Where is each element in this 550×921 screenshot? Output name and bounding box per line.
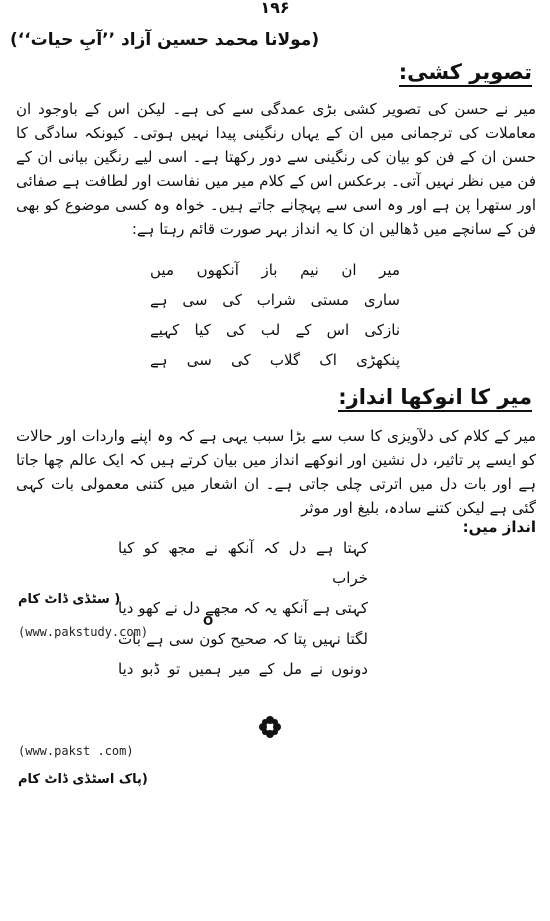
couplet-drowned xyxy=(118,624,368,684)
watermark-urdu: ( سٹڈی ڈاٹ کام xyxy=(18,592,121,607)
watermark-url: (www.pakst .com) xyxy=(18,744,134,758)
verse-line: پنکھڑی اک گلاب کی سی ہے xyxy=(150,351,400,369)
page-number: ۱۹۶ xyxy=(260,0,290,17)
verse-line: کہتی ہے آنکھ یہ کہ مجھے دل نے کھو دیا xyxy=(118,599,368,617)
paragraph-unique-style: میر کے کلام کی دلآویزی کا سب سے بڑا سبب یہی ہے کہ وہ اپنے واردات اور حالات کو ایسے پر تاثیر، دل نشین اور انوکھے انداز میں بیان کرتے ہیں کہ ایک عالم چھا جاتا ہے اور بات دل میں اترتی چلی جاتی ہے۔ ان اشعار میں کتنی معمولی بات کہی گئی ہے لیکن کتنے سادہ، بلیغ اور موثر xyxy=(16,427,536,517)
watermark-urdu: (پاک اسٹڈی ڈاٹ کام xyxy=(18,772,148,787)
couplet-eye-heart xyxy=(118,533,368,623)
paragraph-portraiture: میر نے حسن کی تصویر کشی بڑی عمدگی سے کی ہے۔ لیکن اس کے باوجود ان معاملات کی ترجمانی میں ان کے یہاں رنگینی پیدا نہیں ہوتی۔ کیونکہ سادگی کا حسن ان کے فن کو بیان کی رنگینی سے دور رکھتا ہے۔ اسی لیے رنگین بیانی ان کے فن میں نظر نہیں آتی۔ برعکس اس کے کلام میر میں نفاست اور لطافت ہے صفائی اور ستھرا پن ہے اور وہ اسی سے پہچانے جاتے ہیں۔ خواہ وہ کسی موضوع کو بھی فن کے سانچے میں ڈھالیں ان کا یہ انداز بہر صورت قائم رہتا ہے: xyxy=(16,100,536,238)
verse-line: نازکی اس کے لب کی کیا کہیے xyxy=(150,321,400,339)
verse-line: ساری مستی شراب کی سی ہے xyxy=(150,291,400,309)
watermark-url: (www.pakstudy.com) xyxy=(18,625,149,639)
section-heading-portraiture: تصویر کشی: xyxy=(399,60,532,87)
sub-label-style: انداز میں: xyxy=(462,518,536,536)
verse-separator: O xyxy=(203,614,214,628)
attribution: (مولانا محمد حسین آزاد ’’آبِ حیات‘‘) xyxy=(10,30,320,50)
section-heading-unique-style: میر کا انوکھا انداز: xyxy=(338,385,532,412)
couplet-portraiture xyxy=(150,255,400,375)
verse-line: لگتا نہیں پتا کہ صحیح کون سی ہے بات xyxy=(118,630,368,648)
verse-line: دونوں نے مل کے میر ہمیں تو ڈبو دیا xyxy=(118,660,368,678)
flower-ornament-icon xyxy=(258,715,282,739)
verse-line: میر ان نیم باز آنکھوں میں xyxy=(150,261,400,279)
verse-line: کہتا ہے دل کہ آنکھ نے مجھ کو کیا خراب xyxy=(118,539,368,587)
